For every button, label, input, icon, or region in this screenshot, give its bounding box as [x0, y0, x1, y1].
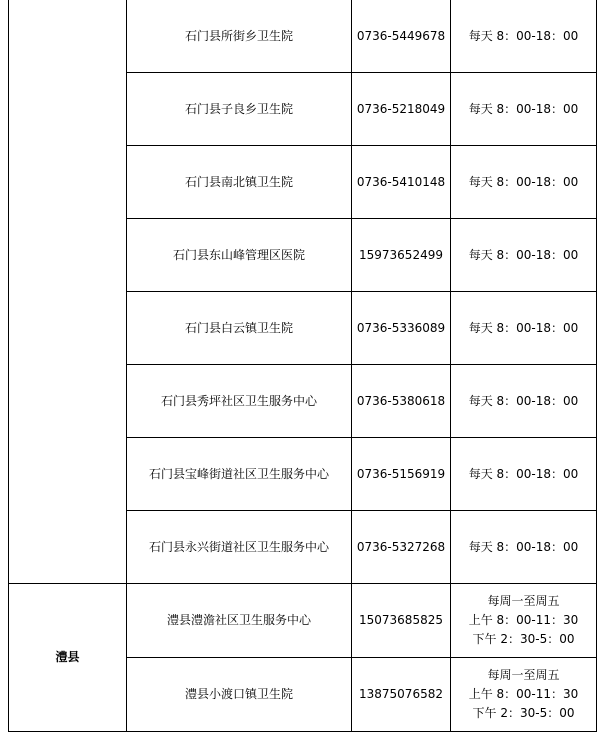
- phone-number: 0736-5218049: [352, 73, 451, 146]
- service-hours: 每天 8：00-18：00: [451, 292, 597, 365]
- facility-name: 石门县所街乡卫生院: [127, 0, 352, 73]
- facility-name: 石门县子良乡卫生院: [127, 73, 352, 146]
- phone-number: 15073685825: [352, 584, 451, 658]
- phone-number: 0736-5410148: [352, 146, 451, 219]
- phone-number: 0736-5449678: [352, 0, 451, 73]
- phone-number: 0736-5327268: [352, 511, 451, 584]
- service-hours: 每天 8：00-18：00: [451, 438, 597, 511]
- facility-name: 石门县宝峰街道社区卫生服务中心: [127, 438, 352, 511]
- service-hours: 每天 8：00-18：00: [451, 0, 597, 73]
- service-hours: 每天 8：00-18：00: [451, 73, 597, 146]
- county-cell: [9, 0, 127, 584]
- phone-number: 0736-5380618: [352, 365, 451, 438]
- phone-number: 13875076582: [352, 658, 451, 732]
- facility-name: 澧县小渡口镇卫生院: [127, 658, 352, 732]
- facility-name: 石门县永兴街道社区卫生服务中心: [127, 511, 352, 584]
- service-hours: 每天 8：00-18：00: [451, 365, 597, 438]
- hours-afternoon: 下午 2：30-5：00: [472, 706, 575, 720]
- phone-number: 0736-5156919: [352, 438, 451, 511]
- facility-name: 石门县秀坪社区卫生服务中心: [127, 365, 352, 438]
- facility-name: 石门县东山峰管理区医院: [127, 219, 352, 292]
- facility-name: 澧县澧澹社区卫生服务中心: [127, 584, 352, 658]
- hours-afternoon: 下午 2：30-5：00: [472, 632, 575, 646]
- service-hours: [451, 584, 597, 658]
- service-hours: 每天 8：00-18：00: [451, 219, 597, 292]
- hours-days: 每周一至周五: [487, 594, 560, 608]
- phone-number: 0736-5336089: [352, 292, 451, 365]
- service-hours: 每天 8：00-18：00: [451, 511, 597, 584]
- hours-morning: 上午 8：00-11：30: [468, 613, 579, 627]
- table-row: [9, 584, 597, 658]
- facility-name: 石门县白云镇卫生院: [127, 292, 352, 365]
- clinic-table: [8, 0, 597, 732]
- phone-number: 15973652499: [352, 219, 451, 292]
- hours-days: 每周一至周五: [487, 668, 560, 682]
- service-hours: 每天 8：00-18：00: [451, 146, 597, 219]
- facility-name: 石门县南北镇卫生院: [127, 146, 352, 219]
- hours-morning: 上午 8：00-11：30: [468, 687, 579, 701]
- service-hours: [451, 658, 597, 732]
- table-row: [9, 0, 597, 73]
- county-cell: 澧县: [9, 584, 127, 732]
